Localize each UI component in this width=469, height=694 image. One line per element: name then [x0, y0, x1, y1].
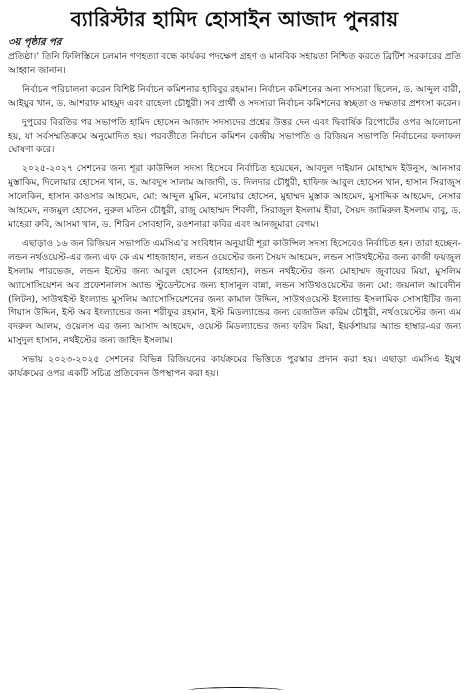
bottom-edge-mark — [188, 687, 284, 694]
article-paragraph-2: নির্বাচন পরিচালনা করেন বিশিষ্ট নির্বাচন কমিশনার হাবিবুর রহমান। নির্বাচন কমিশনের অন্য সদস্যরা ছিলেন, ড. আব্দুল বারী, আইয়ুব খান, ড. আশরাফ মাহমুদ এবং রাহেলা চৌধুরী। সব প্রার্থী ও সদস্যরা নির্বাচন কমিশনের স্বচ্ছতা ও দক্ষতার প্রশংসা করেন। — [8, 83, 461, 109]
article-paragraph-3: দুপুরের বিরতির পর সভাপতি হামিদ হোসেন আজাদ সদস্যদের প্রশ্নের উত্তর দেন এবং দ্বিবার্ষিক রিপোর্টের ওপর আলোচনা হয়, যা সর্বসম্মতিক্রমে অনুমোদিত হয়। পরবর্তীতে নির্বাচন কমিশন কেন্দ্রীয় সভাপতি ও রিজিয়ন সভাপতি নির্বাচনের ফলাফল ঘোষণা করে। — [8, 116, 461, 156]
article-paragraph-4: ২০২৫-২০২৭ সেশনের জন্য শূরা কাউন্সিল সদস্য হিসেবে নির্বাচিত হয়েছেন, আবদুল দাইয়ান মোহাম্মদ ইউনুস, আনসার মুস্তাকিম, দিলোয়ার হোসেন খান, ড. আবদুস সালাম আজাদী, ড. দিলদার চৌধুরী, হাফিজ আবুল হোসেন খান, হাসান সিরাজুস সালেকিন, হাসান কাওসার আহমেদ, মো: আব্দুল মুমিন, মনোয়ার হোসেন, মুহাম্মদ মুস্তাক আহমেদ, মুসাদ্দিক আহমেদ, নেসার আহমেদ, নজমুল হোসেন, নুরুল মতিন চৌধুরী, রাজু মোহাম্মদ শিবলী, সিরাজুল ইসলাম হীরা, সৈয়দ জামিরুল ইসলাম বাবু, ড. মাহেরা রুবি, আসমা খান, ড. শিরিন সোবহানি, রওশনারা কবির এবং আনজুমারা বেগম। — [8, 163, 461, 230]
article-paragraph-5: এছাড়াও ১৬ জন রিজিয়ন সভাপতি এমসিএ’র সংবিধান অনুযায়ী শূরা কাউন্সিল সদস্য হিসেবেও নির্বাচিত হন। তারা হচ্ছেন- লন্ডন নর্থওয়েস্ট-এর জন্য এফ কে এম শাহজাহান, লন্ডন ওয়েস্টের জন্য সৈয়দ আহমেদ, লন্ডন সাউথইস্টের জন্য কাজী ফয়জুল ইসলাম পারভেজ, লন্ডন ইস্টের জন্য আবুল হোসেন (রাহহান), লন্ডন নর্থইস্টের জন্য মোহাম্মদ জুবায়ের মিয়া, মুসলিম অ্যাসোসিয়েশন অব প্রফেশনালস অ্যান্ড স্টুডেন্টসের জন্য হাসানুল বান্না, লন্ডন সাউথওয়েস্টের জন্য মো: জয়নাল আবেদীন (লিটন), সাউথইস্ট ইংল্যান্ড মুসলিম অ্যাসোসিয়েশনের জন্য কামাল উদ্দিন, সাউথওয়েস্ট ইংল্যান্ড ইসলামিক সোসাইটির জন্য গিয়াস উদ্দিন, ইস্ট অব ইংল্যান্ডের জন্য শরীফুর রহমান, ইস্ট মিডল্যান্ডের জন্য রেজাউল করিম চৌধুরী, নর্থওয়েস্টের জন্য এম বদরুল আলম, ওয়েলস এর জন্য আসাদ আহমেদ, ওয়েস্ট মিডল্যান্ডের জন্য ফরিদ মিয়া, ইয়র্কশায়ার অ্যান্ড হাম্বার-এর জন্য মাসুদুল হাসান, নর্থইস্টের জন্য জাহিদ ইসলাম। — [8, 237, 461, 347]
continued-from-label: ৩য় পৃষ্ঠার পর — [8, 37, 62, 48]
article-paragraph-6: সভায় ২০২৩-২০২৫ সেশনের বিভিন্ন রিজিয়নের কার্যক্রমের ভিত্তিতে পুরস্কার প্রদান করা হয়। এছাড়া এমসিএ ইয়ুথ কার্যক্রমের ওপর একটি সচিত্র প্রতিবেদন উপস্থাপন করা হয়। — [8, 354, 461, 380]
article-paragraph-1: প্রতিষ্ঠা।’ তিনি ফিলিস্তিনে চলমান গণহত্যা বন্ধে কার্যকর পদক্ষেপ গ্রহণ ও মানবিক সহায়তা নিশ্চিত করতে ব্রিটিশ সরকারের প্রতি আহ্বান জানান। — [8, 51, 461, 76]
article-headline: ব্যারিস্টার হামিদ হোসাইন আজাদ পুনরায় — [70, 7, 399, 31]
